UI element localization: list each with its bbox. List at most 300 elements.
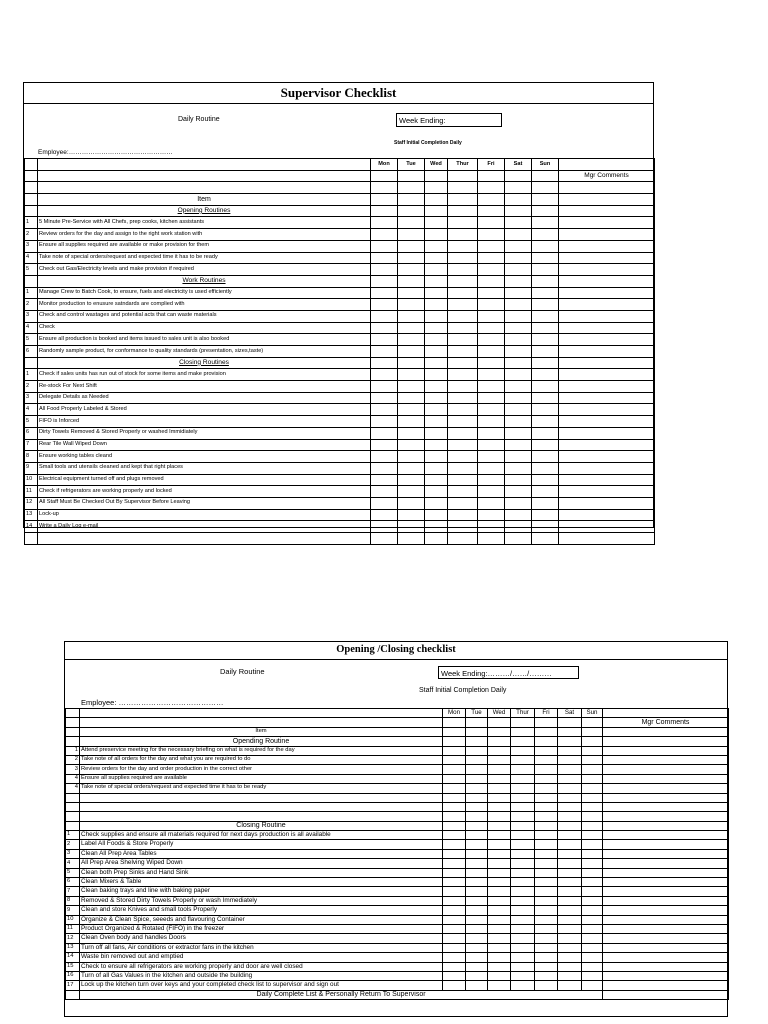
check-cell[interactable] (532, 322, 559, 334)
check-cell[interactable] (558, 859, 582, 868)
check-cell[interactable] (478, 205, 505, 217)
check-cell[interactable] (371, 533, 398, 545)
check-cell[interactable] (488, 971, 511, 980)
comment-cell[interactable] (603, 784, 729, 793)
check-cell[interactable] (398, 404, 425, 416)
check-cell[interactable] (425, 509, 448, 521)
check-cell[interactable] (535, 981, 558, 990)
check-cell[interactable] (532, 170, 559, 182)
check-cell[interactable] (398, 264, 425, 276)
check-cell[interactable] (425, 299, 448, 311)
check-cell[interactable] (466, 859, 488, 868)
check-cell[interactable] (535, 737, 558, 746)
check-cell[interactable] (505, 217, 532, 229)
check-cell[interactable] (398, 182, 425, 194)
check-cell[interactable] (478, 474, 505, 486)
comment-cell[interactable] (559, 404, 655, 416)
check-cell[interactable] (505, 497, 532, 509)
check-cell[interactable] (505, 310, 532, 322)
check-cell[interactable] (488, 821, 511, 830)
check-cell[interactable] (371, 334, 398, 346)
check-cell[interactable] (582, 746, 603, 755)
check-cell[interactable] (371, 357, 398, 369)
comment-cell[interactable] (603, 953, 729, 962)
check-cell[interactable] (558, 812, 582, 821)
check-cell[interactable] (371, 229, 398, 241)
check-cell[interactable] (371, 287, 398, 299)
check-cell[interactable] (488, 915, 511, 924)
comment-cell[interactable] (603, 971, 729, 980)
check-cell[interactable] (505, 229, 532, 241)
check-cell[interactable] (478, 275, 505, 287)
week-ending-field-2[interactable] (438, 666, 579, 679)
comment-cell[interactable] (603, 812, 729, 821)
check-cell[interactable] (532, 194, 559, 206)
check-cell[interactable] (371, 322, 398, 334)
check-cell[interactable] (582, 906, 603, 915)
comment-cell[interactable] (559, 381, 655, 393)
check-cell[interactable] (488, 802, 511, 811)
check-cell[interactable] (478, 369, 505, 381)
check-cell[interactable] (511, 971, 535, 980)
check-cell[interactable] (511, 859, 535, 868)
check-cell[interactable] (511, 765, 535, 774)
check-cell[interactable] (443, 812, 466, 821)
check-cell[interactable] (448, 275, 478, 287)
check-cell[interactable] (582, 793, 603, 802)
check-cell[interactable] (532, 299, 559, 311)
comment-cell[interactable] (559, 310, 655, 322)
comment-cell[interactable] (603, 849, 729, 858)
check-cell[interactable] (478, 521, 505, 533)
check-cell[interactable] (371, 474, 398, 486)
check-cell[interactable] (478, 346, 505, 358)
check-cell[interactable] (478, 240, 505, 252)
check-cell[interactable] (466, 727, 488, 736)
check-cell[interactable] (425, 392, 448, 404)
check-cell[interactable] (443, 737, 466, 746)
check-cell[interactable] (532, 287, 559, 299)
comment-cell[interactable] (559, 275, 655, 287)
check-cell[interactable] (532, 346, 559, 358)
check-cell[interactable] (466, 849, 488, 858)
check-cell[interactable] (398, 474, 425, 486)
check-cell[interactable] (448, 474, 478, 486)
week-ending-field[interactable] (396, 113, 502, 127)
check-cell[interactable] (535, 727, 558, 736)
check-cell[interactable] (466, 840, 488, 849)
check-cell[interactable] (478, 439, 505, 451)
check-cell[interactable] (371, 521, 398, 533)
check-cell[interactable] (478, 392, 505, 404)
check-cell[interactable] (425, 451, 448, 463)
check-cell[interactable] (535, 962, 558, 971)
check-cell[interactable] (488, 737, 511, 746)
check-cell[interactable] (466, 971, 488, 980)
comment-cell[interactable] (559, 451, 655, 463)
check-cell[interactable] (511, 802, 535, 811)
check-cell[interactable] (398, 427, 425, 439)
check-cell[interactable] (582, 981, 603, 990)
check-cell[interactable] (532, 381, 559, 393)
check-cell[interactable] (371, 392, 398, 404)
check-cell[interactable] (443, 746, 466, 755)
check-cell[interactable] (532, 533, 559, 545)
check-cell[interactable] (443, 915, 466, 924)
check-cell[interactable] (371, 381, 398, 393)
check-cell[interactable] (466, 962, 488, 971)
check-cell[interactable] (371, 404, 398, 416)
check-cell[interactable] (488, 943, 511, 952)
check-cell[interactable] (532, 521, 559, 533)
check-cell[interactable] (505, 462, 532, 474)
check-cell[interactable] (425, 404, 448, 416)
check-cell[interactable] (582, 831, 603, 840)
check-cell[interactable] (398, 275, 425, 287)
check-cell[interactable] (425, 194, 448, 206)
check-cell[interactable] (582, 859, 603, 868)
check-cell[interactable] (448, 287, 478, 299)
check-cell[interactable] (532, 182, 559, 194)
check-cell[interactable] (558, 765, 582, 774)
check-cell[interactable] (532, 229, 559, 241)
comment-cell[interactable] (559, 264, 655, 276)
check-cell[interactable] (505, 439, 532, 451)
check-cell[interactable] (448, 381, 478, 393)
check-cell[interactable] (448, 182, 478, 194)
check-cell[interactable] (505, 392, 532, 404)
check-cell[interactable] (535, 915, 558, 924)
check-cell[interactable] (505, 240, 532, 252)
check-cell[interactable] (478, 462, 505, 474)
check-cell[interactable] (443, 906, 466, 915)
check-cell[interactable] (511, 784, 535, 793)
check-cell[interactable] (582, 727, 603, 736)
check-cell[interactable] (478, 310, 505, 322)
comment-cell[interactable] (559, 217, 655, 229)
check-cell[interactable] (466, 755, 488, 764)
comment-cell[interactable] (603, 821, 729, 830)
check-cell[interactable] (535, 906, 558, 915)
check-cell[interactable] (505, 486, 532, 498)
check-cell[interactable] (443, 755, 466, 764)
check-cell[interactable] (535, 887, 558, 896)
check-cell[interactable] (511, 896, 535, 905)
check-cell[interactable] (398, 287, 425, 299)
check-cell[interactable] (448, 416, 478, 428)
check-cell[interactable] (398, 439, 425, 451)
check-cell[interactable] (505, 194, 532, 206)
check-cell[interactable] (505, 381, 532, 393)
comment-cell[interactable] (559, 521, 655, 533)
check-cell[interactable] (488, 859, 511, 868)
check-cell[interactable] (443, 831, 466, 840)
check-cell[interactable] (582, 868, 603, 877)
check-cell[interactable] (505, 252, 532, 264)
check-cell[interactable] (466, 765, 488, 774)
check-cell[interactable] (448, 439, 478, 451)
check-cell[interactable] (398, 240, 425, 252)
check-cell[interactable] (488, 746, 511, 755)
check-cell[interactable] (558, 887, 582, 896)
comment-cell[interactable] (559, 322, 655, 334)
check-cell[interactable] (558, 953, 582, 962)
check-cell[interactable] (582, 718, 603, 727)
check-cell[interactable] (505, 299, 532, 311)
check-cell[interactable] (582, 849, 603, 858)
check-cell[interactable] (425, 346, 448, 358)
check-cell[interactable] (532, 497, 559, 509)
check-cell[interactable] (505, 416, 532, 428)
check-cell[interactable] (448, 462, 478, 474)
check-cell[interactable] (505, 264, 532, 276)
check-cell[interactable] (511, 934, 535, 943)
check-cell[interactable] (478, 509, 505, 521)
check-cell[interactable] (448, 170, 478, 182)
check-cell[interactable] (511, 727, 535, 736)
check-cell[interactable] (478, 486, 505, 498)
check-cell[interactable] (371, 497, 398, 509)
check-cell[interactable] (371, 427, 398, 439)
check-cell[interactable] (448, 240, 478, 252)
check-cell[interactable] (532, 369, 559, 381)
comment-cell[interactable] (603, 793, 729, 802)
check-cell[interactable] (466, 943, 488, 952)
check-cell[interactable] (466, 718, 488, 727)
check-cell[interactable] (425, 205, 448, 217)
check-cell[interactable] (582, 765, 603, 774)
check-cell[interactable] (398, 497, 425, 509)
check-cell[interactable] (466, 821, 488, 830)
check-cell[interactable] (505, 509, 532, 521)
check-cell[interactable] (443, 878, 466, 887)
check-cell[interactable] (448, 205, 478, 217)
check-cell[interactable] (443, 784, 466, 793)
check-cell[interactable] (558, 784, 582, 793)
check-cell[interactable] (448, 392, 478, 404)
check-cell[interactable] (511, 868, 535, 877)
employee-field-2[interactable]: Employee: …………………………………… (81, 698, 224, 707)
check-cell[interactable] (511, 821, 535, 830)
check-cell[interactable] (532, 427, 559, 439)
check-cell[interactable] (425, 182, 448, 194)
check-cell[interactable] (505, 346, 532, 358)
check-cell[interactable] (478, 194, 505, 206)
check-cell[interactable] (535, 896, 558, 905)
check-cell[interactable] (535, 812, 558, 821)
check-cell[interactable] (505, 182, 532, 194)
check-cell[interactable] (371, 462, 398, 474)
check-cell[interactable] (558, 802, 582, 811)
check-cell[interactable] (398, 416, 425, 428)
check-cell[interactable] (532, 217, 559, 229)
check-cell[interactable] (478, 229, 505, 241)
check-cell[interactable] (511, 943, 535, 952)
check-cell[interactable] (582, 962, 603, 971)
check-cell[interactable] (505, 322, 532, 334)
comment-cell[interactable] (603, 896, 729, 905)
check-cell[interactable] (478, 451, 505, 463)
comment-cell[interactable] (603, 831, 729, 840)
check-cell[interactable] (466, 924, 488, 933)
check-cell[interactable] (398, 451, 425, 463)
check-cell[interactable] (558, 943, 582, 952)
check-cell[interactable] (448, 404, 478, 416)
check-cell[interactable] (448, 427, 478, 439)
comment-cell[interactable] (603, 765, 729, 774)
check-cell[interactable] (371, 194, 398, 206)
check-cell[interactable] (398, 509, 425, 521)
check-cell[interactable] (443, 887, 466, 896)
check-cell[interactable] (535, 868, 558, 877)
check-cell[interactable] (558, 755, 582, 764)
check-cell[interactable] (466, 906, 488, 915)
check-cell[interactable] (448, 521, 478, 533)
check-cell[interactable] (448, 533, 478, 545)
check-cell[interactable] (425, 322, 448, 334)
check-cell[interactable] (558, 821, 582, 830)
check-cell[interactable] (466, 878, 488, 887)
check-cell[interactable] (448, 357, 478, 369)
check-cell[interactable] (532, 275, 559, 287)
check-cell[interactable] (488, 887, 511, 896)
check-cell[interactable] (443, 962, 466, 971)
check-cell[interactable] (511, 915, 535, 924)
comment-cell[interactable] (559, 533, 655, 545)
check-cell[interactable] (505, 427, 532, 439)
comment-cell[interactable] (559, 205, 655, 217)
check-cell[interactable] (535, 821, 558, 830)
check-cell[interactable] (448, 451, 478, 463)
check-cell[interactable] (425, 497, 448, 509)
check-cell[interactable] (371, 275, 398, 287)
check-cell[interactable] (505, 521, 532, 533)
check-cell[interactable] (425, 381, 448, 393)
check-cell[interactable] (582, 821, 603, 830)
check-cell[interactable] (582, 934, 603, 943)
check-cell[interactable] (488, 906, 511, 915)
comment-cell[interactable] (603, 962, 729, 971)
check-cell[interactable] (425, 264, 448, 276)
check-cell[interactable] (582, 971, 603, 980)
check-cell[interactable] (535, 859, 558, 868)
check-cell[interactable] (488, 784, 511, 793)
check-cell[interactable] (558, 915, 582, 924)
check-cell[interactable] (466, 953, 488, 962)
check-cell[interactable] (466, 774, 488, 783)
check-cell[interactable] (478, 497, 505, 509)
check-cell[interactable] (448, 264, 478, 276)
check-cell[interactable] (425, 486, 448, 498)
check-cell[interactable] (511, 924, 535, 933)
check-cell[interactable] (398, 381, 425, 393)
check-cell[interactable] (425, 533, 448, 545)
check-cell[interactable] (443, 859, 466, 868)
check-cell[interactable] (558, 849, 582, 858)
check-cell[interactable] (466, 812, 488, 821)
check-cell[interactable] (558, 718, 582, 727)
check-cell[interactable] (582, 887, 603, 896)
comment-cell[interactable] (559, 334, 655, 346)
check-cell[interactable] (398, 299, 425, 311)
comment-cell[interactable] (603, 924, 729, 933)
check-cell[interactable] (478, 264, 505, 276)
check-cell[interactable] (448, 299, 478, 311)
check-cell[interactable] (558, 793, 582, 802)
check-cell[interactable] (398, 486, 425, 498)
check-cell[interactable] (488, 934, 511, 943)
check-cell[interactable] (443, 840, 466, 849)
check-cell[interactable] (535, 943, 558, 952)
comment-cell[interactable] (559, 252, 655, 264)
comment-cell[interactable] (559, 392, 655, 404)
check-cell[interactable] (505, 533, 532, 545)
comment-cell[interactable] (559, 427, 655, 439)
check-cell[interactable] (558, 934, 582, 943)
check-cell[interactable] (371, 299, 398, 311)
check-cell[interactable] (466, 887, 488, 896)
check-cell[interactable] (532, 474, 559, 486)
comment-cell[interactable] (603, 840, 729, 849)
check-cell[interactable] (505, 170, 532, 182)
check-cell[interactable] (505, 205, 532, 217)
check-cell[interactable] (532, 240, 559, 252)
check-cell[interactable] (425, 229, 448, 241)
comment-cell[interactable] (603, 737, 729, 746)
check-cell[interactable] (582, 953, 603, 962)
comment-cell[interactable] (559, 369, 655, 381)
check-cell[interactable] (582, 840, 603, 849)
check-cell[interactable] (443, 727, 466, 736)
check-cell[interactable] (535, 746, 558, 755)
check-cell[interactable] (488, 924, 511, 933)
comment-cell[interactable] (559, 462, 655, 474)
check-cell[interactable] (582, 915, 603, 924)
check-cell[interactable] (425, 252, 448, 264)
check-cell[interactable] (443, 802, 466, 811)
check-cell[interactable] (448, 229, 478, 241)
check-cell[interactable] (398, 533, 425, 545)
check-cell[interactable] (371, 369, 398, 381)
check-cell[interactable] (558, 840, 582, 849)
check-cell[interactable] (448, 252, 478, 264)
check-cell[interactable] (425, 369, 448, 381)
check-cell[interactable] (398, 334, 425, 346)
check-cell[interactable] (532, 264, 559, 276)
comment-cell[interactable] (559, 287, 655, 299)
check-cell[interactable] (558, 831, 582, 840)
check-cell[interactable] (535, 774, 558, 783)
check-cell[interactable] (466, 784, 488, 793)
comment-cell[interactable] (559, 346, 655, 358)
check-cell[interactable] (443, 718, 466, 727)
check-cell[interactable] (532, 252, 559, 264)
check-cell[interactable] (532, 205, 559, 217)
check-cell[interactable] (488, 718, 511, 727)
comment-cell[interactable] (559, 240, 655, 252)
check-cell[interactable] (448, 509, 478, 521)
check-cell[interactable] (558, 971, 582, 980)
check-cell[interactable] (371, 486, 398, 498)
check-cell[interactable] (371, 217, 398, 229)
check-cell[interactable] (371, 439, 398, 451)
check-cell[interactable] (443, 765, 466, 774)
comment-cell[interactable] (603, 943, 729, 952)
check-cell[interactable] (443, 971, 466, 980)
check-cell[interactable] (488, 878, 511, 887)
check-cell[interactable] (425, 217, 448, 229)
check-cell[interactable] (582, 924, 603, 933)
